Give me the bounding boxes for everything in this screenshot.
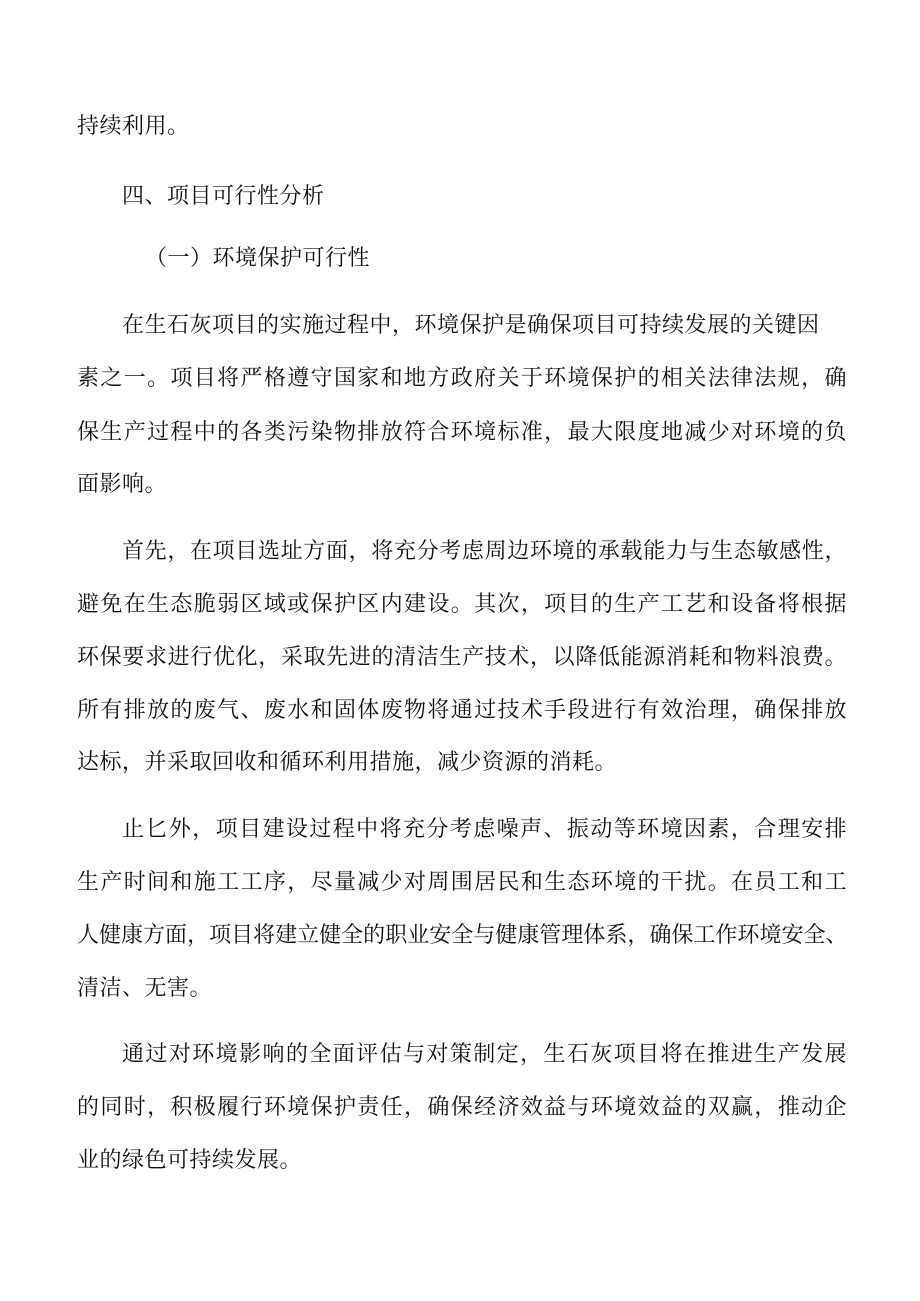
paragraph-line: 人健康方面，项目将建立健全的职业安全与健康管理体系，确保工作环境安全、 bbox=[77, 923, 847, 948]
continuation-line: 持续利用。 bbox=[77, 114, 190, 139]
paragraph-line: 清洁、无害。 bbox=[77, 976, 213, 1001]
subsection-heading: （一）环境保护可行性 bbox=[145, 246, 371, 271]
paragraph-line: 所有排放的废气、废水和固体废物将通过技术手段进行有效治理，确保排放 bbox=[77, 698, 847, 723]
paragraph-line: 素之一。项目将严格遵守国家和地方政府关于环境保护的相关法律法规，确 bbox=[77, 366, 847, 391]
paragraph-line: 达标，并采取回收和循环利用措施，减少资源的消耗。 bbox=[77, 750, 618, 775]
paragraph-line: 的同时，积极履行环境保护责任，确保经济效益与环境效益的双赢，推动企 bbox=[77, 1095, 847, 1120]
paragraph-line: 避免在生态脆弱区域或保护区内建设。其次，项目的生产工艺和设备将根据 bbox=[77, 592, 847, 617]
paragraph-line: 保生产过程中的各类污染物排放符合环境标准，最大限度地减少对环境的负 bbox=[77, 420, 847, 445]
paragraph-line: 环保要求进行优化，采取先进的清洁生产技术，以降低能源消耗和物料浪费。 bbox=[77, 645, 847, 670]
section-heading: 四、项目可行性分析 bbox=[122, 184, 325, 209]
paragraph-line: 首先，在项目选址方面，将充分考虑周边环境的承载能力与生态敏感性， bbox=[122, 539, 847, 564]
paragraph-line: 面影响。 bbox=[77, 472, 168, 497]
paragraph-line: 生产时间和施工工序，尽量减少对周围居民和生态环境的干扰。在员工和工 bbox=[77, 870, 847, 895]
paragraph-line: 在生石灰项目的实施过程中，环境保护是确保项目可持续发展的关键因 bbox=[122, 313, 820, 338]
paragraph-line: 通过对环境影响的全面评估与对策制定，生石灰项目将在推进生产发展 bbox=[122, 1042, 847, 1067]
paragraph-line: 止匕外，项目建设过程中将充分考虑噪声、振动等环境因素，合理安排 bbox=[122, 817, 847, 842]
paragraph-line: 业的绿色可持续发展。 bbox=[77, 1148, 303, 1173]
